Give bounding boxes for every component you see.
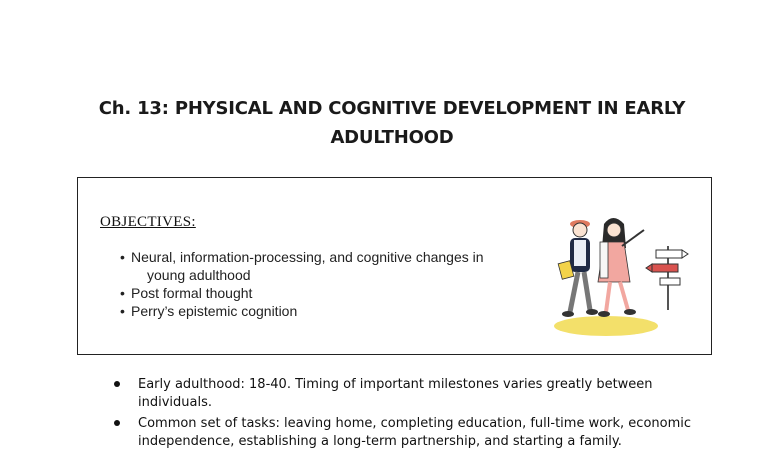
bullet-item: Common set of tasks: leaving home, completing education, full-time work, economic independence, establishing a long-term partnership, and starting a family.: [112, 415, 692, 451]
objective-text-continued: young adulthood: [147, 267, 251, 283]
slide-title-line-1: Ch. 13: PHYSICAL AND COGNITIVE DEVELOPMENT IN EARLY: [98, 98, 686, 119]
objective-item: [120, 302, 484, 320]
main-bullet-list: [112, 376, 692, 454]
bullet-item: Early adulthood: 18-40. Timing of important milestones varies greatly between individuals.: [112, 376, 692, 412]
objectives-heading: OBJECTIVES:: [100, 214, 196, 230]
objectives-box: [77, 177, 712, 355]
objective-item: [120, 248, 484, 284]
walking-people-illustration: [548, 206, 698, 341]
objective-text: Neural, information-processing, and cognitive changes in: [131, 249, 484, 265]
objectives-list: [120, 248, 484, 320]
slide-title: [60, 94, 724, 152]
objective-item: [120, 284, 484, 302]
slide-title-line-2: ADULTHOOD: [330, 127, 454, 148]
objective-text: Perry’s epistemic cognition: [131, 303, 298, 319]
objective-text: Post formal thought: [131, 285, 253, 301]
